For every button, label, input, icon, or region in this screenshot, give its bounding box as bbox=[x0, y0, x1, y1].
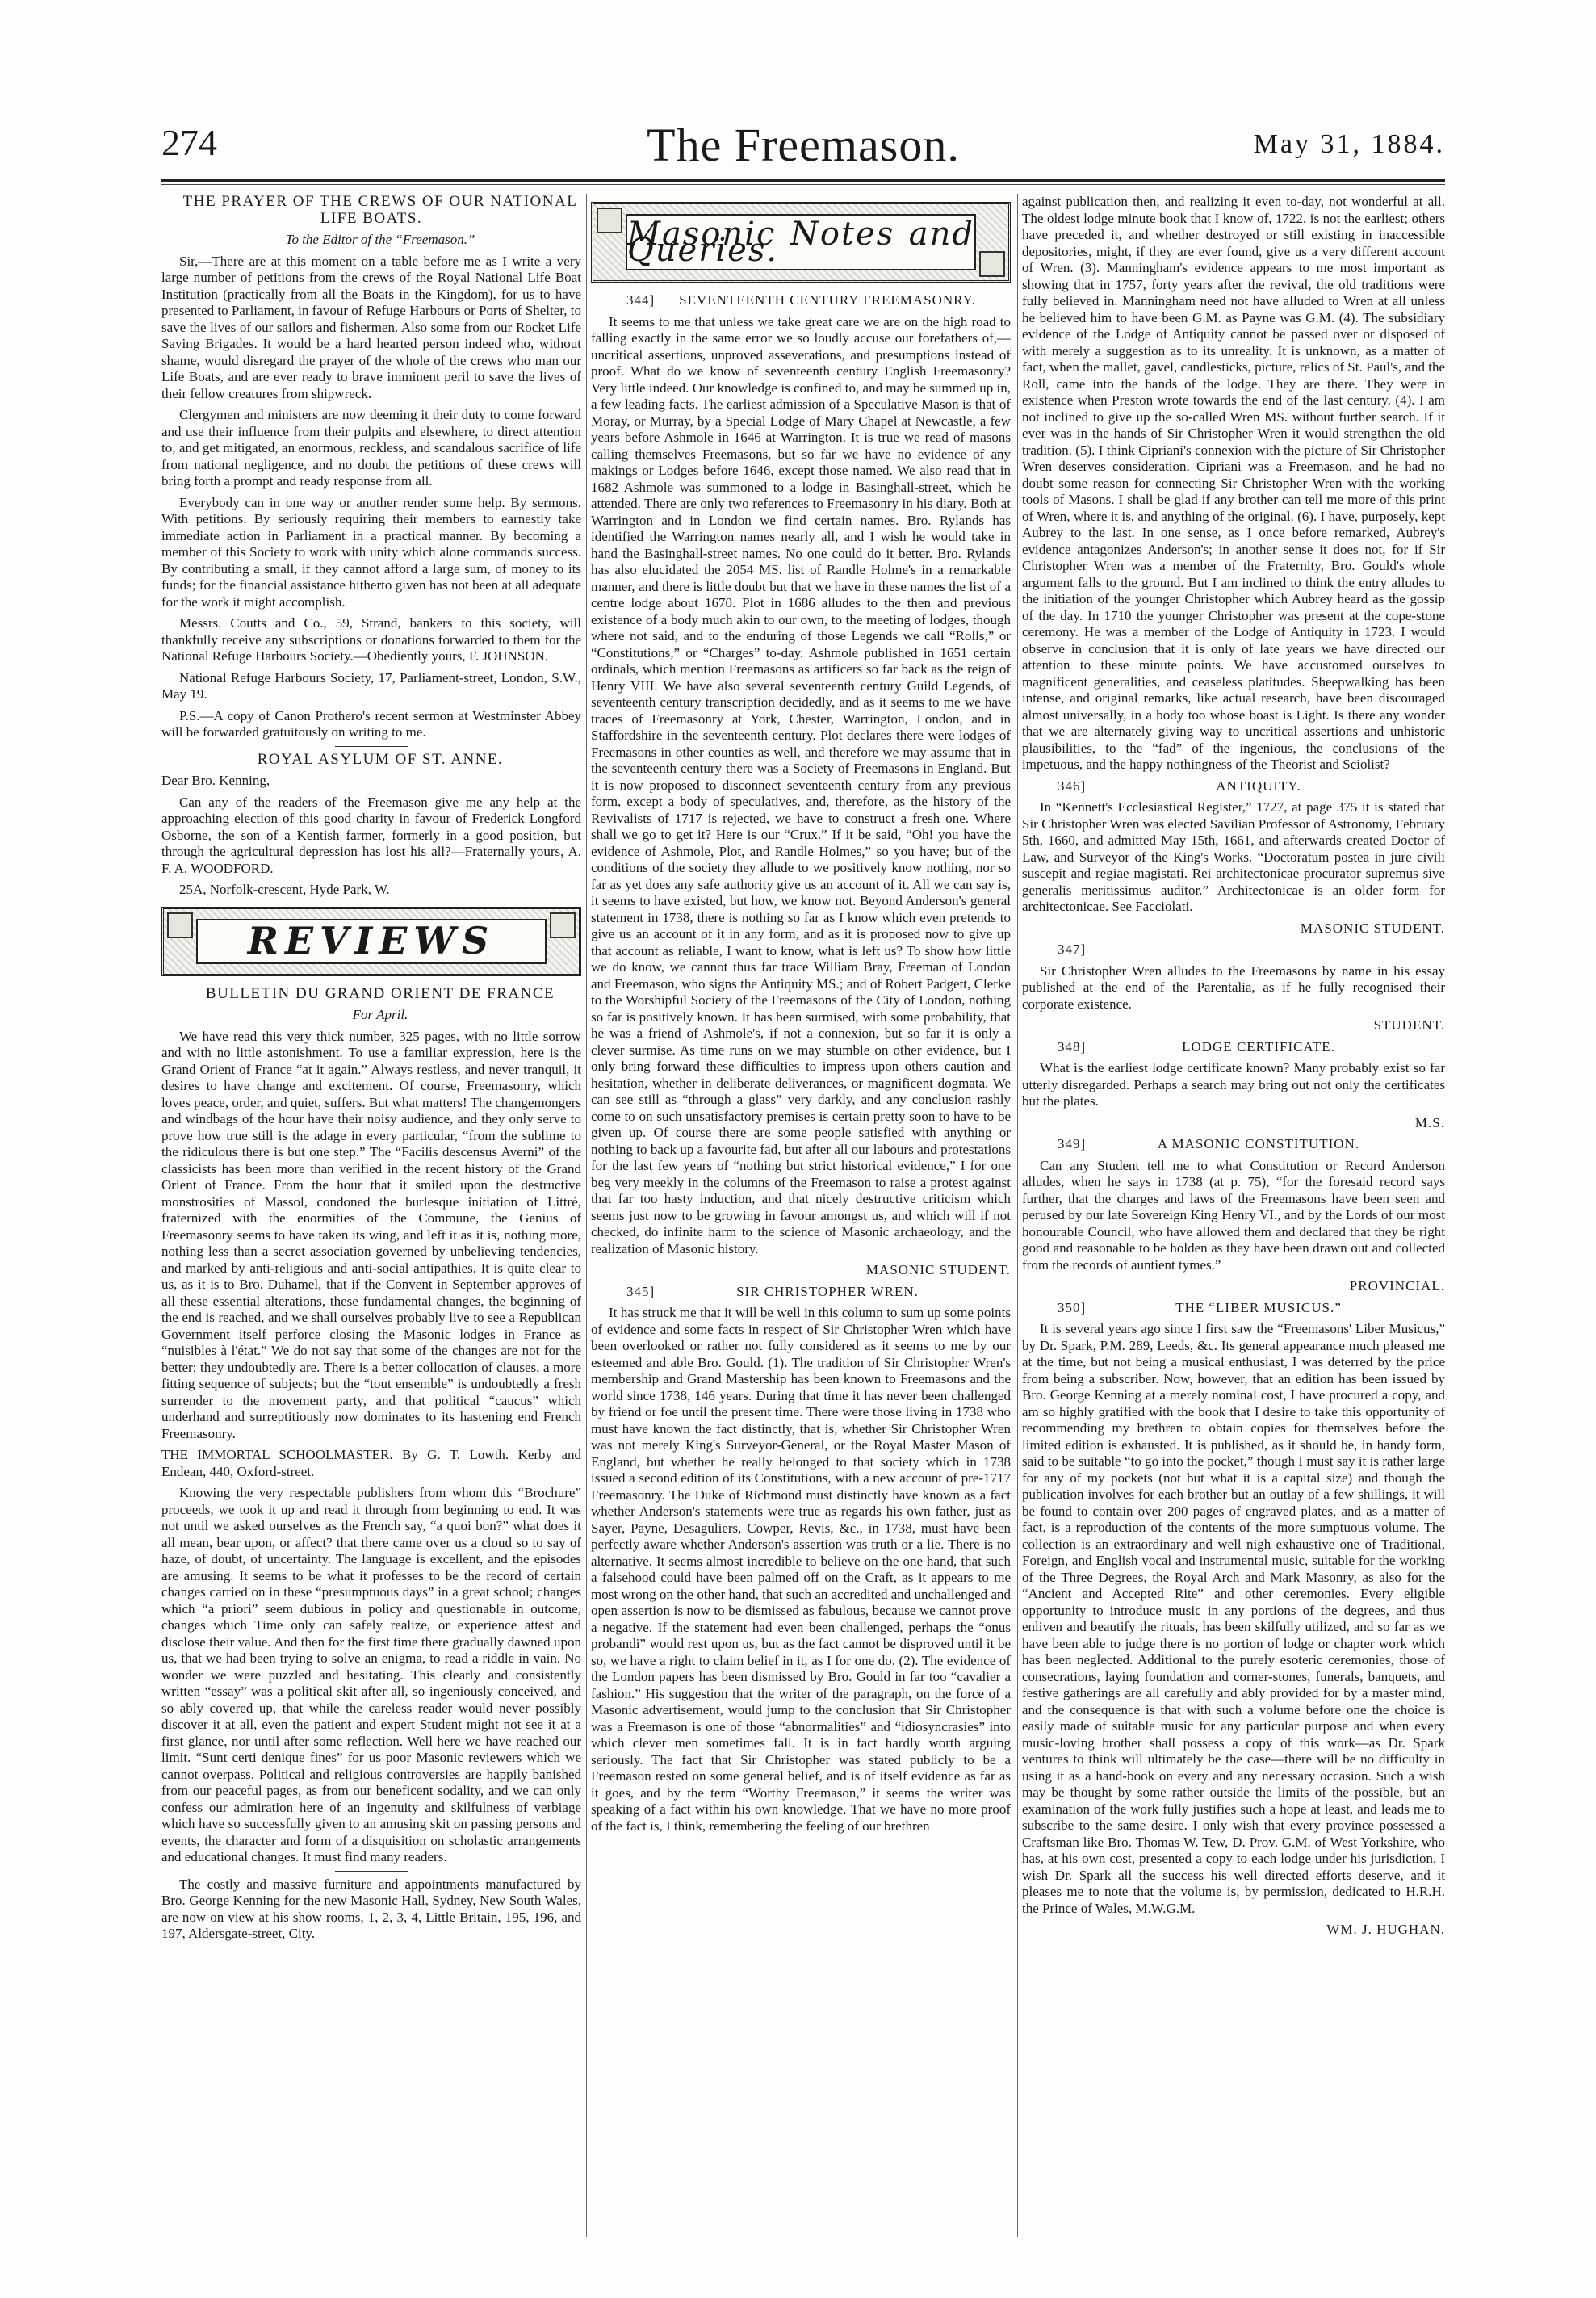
query-number: 350] bbox=[1058, 1299, 1087, 1315]
banner-title: Masonic Notes and Queries. bbox=[627, 215, 974, 269]
issue-date: May 31, 1884. bbox=[1253, 129, 1445, 159]
column-divider bbox=[586, 194, 587, 2237]
column-left bbox=[161, 194, 581, 2237]
query-title: LODGE CERTIFICATE. bbox=[1182, 1038, 1335, 1055]
column-right bbox=[1022, 194, 1445, 2237]
paragraph: against publication then, and realizing it even to-day, not wonderful at all. The oldest lodge minute book that I know of, 1722, is not the earliest; others have preceded it, and whether destroyed or still existing in inaccessible depositories, might, if they are ever found, give us a very different account of Wren. (3). Manningham's evidence appears to me most important as showing that in 1757, forty years after the revival, the old traditions were fully believed in. Manningham need not have alluded to Wren at all unless he believed him to have been G.M. as Payne was G.M. (4). The subsidiary evidence of the Lodge of Antiquity cannot be passed over or disposed of with merely a suggestion as to its unreality. It is unknown, as a matter of fact, when the mallet, gavel, candlesticks, picture, relics of St. Paul's, and the Roll, came into the hands of the lodge. They are there. They were in existence when Preston wrote towards the end of the last century. (4). I am not inclined to give up the so-called Wren MS. without further search. If it ever was in the hands of Sir Christopher Wren it would strengthen the old tradition. (5). I think Cipriani's connexion with the picture of Sir Christopher Wren deserves consideration. Cipriani was a Freemason, and he had no doubt some reason for connecting Sir Christopher Wren with the working tools of Masons. I shall be glad if any brother can tell me more of this print of Wren, where it is, and anything of the original. (6). I have, purposely, kept Aubrey to the last. In one sense, as I once before remarked, Aubrey's evidence antagonizes Anderson's; in another sense it does not, for if Sir Christopher Wren was a member of the Fraternity, Bro. Gould's whole argument falls to the ground. But I am inclined to think the entry alludes to the initiation of the younger Christopher which Aubrey heard as the gossip of the day. In 1710 the younger Christopher was present at the cope-stone ceremony. He was a member of the Lodge of Antiquity in 1723. I would observe in conclusion that it is only of late years we have directed our attention to these minute points. We have accustomed ourselves to magnificent generalities, and ceaseless platitudes. Sheepwalking has been intense, and original remarks, like actual research, have been discouraged almost universally, in a body too whose boast is Light. Is there any wonder that we are alternately giving way to uncritical assertions and unhistoric plausibilities, to the “fad” of the ingenious, the conclusions of the impetuous, and the happy nothingness of the Theorist and Sciolist? bbox=[1022, 194, 1445, 772]
section-rule bbox=[335, 746, 408, 747]
query-number: 349] bbox=[1058, 1136, 1087, 1151]
query-title: THE “LIBER MUSICUS.” bbox=[1175, 1299, 1342, 1315]
article-title: THE PRAYER OF THE CREWS OF OUR NATIONAL LIFE BOATS. bbox=[182, 194, 578, 227]
paragraph: P.S.—A copy of Canon Prothero's recent sermon at Westminster Abbey will be forwarded gratuitously on writing to me. bbox=[161, 707, 581, 740]
query-number: 346] bbox=[1058, 778, 1087, 794]
query-number: 345] bbox=[626, 1283, 656, 1299]
query-number: 344] bbox=[626, 292, 656, 308]
paragraph: Clergymen and ministers are now deeming it their duty to come forward and use their influence from their pulpits and elsewhere, to direct attention to, and get mitigated, an enormous, reckless, and scandalous sacrifice of life from national negligence, and no doubt the petitions of these crews will bring forth a prompt and ready response from all. bbox=[161, 407, 581, 489]
ornament-icon bbox=[597, 208, 622, 233]
query-heading bbox=[591, 292, 1011, 309]
paragraph: Knowing the very respectable publishers from whom this “Brochure” proceeds, we took it up and read it through from beginning to end. It was not until we asked ourselves as the French say, “a quoi bon?” what does it all mean, bear upon, or affect? that there came over us a cloud so to say of haze, of doubt, of uncertainty. The language is excellent, and the episodes are amusing. It seems to be what it professes to be the record of certain changes carried on in these “presumptuous days” in a great school; changes which “a priori” seem dubious in policy and questionable in outcome, changes which Time only can safely realize, or experience attest and disclose their value. And then for the first time there gradually dawned upon us, that we had been trying to solve an enigma, to read a riddle in vain. No wonder we were puzzled and hesitating. This clearly and consistently written “essay” was a political skit after all, so ingeniously conceived, and so ably covered up, that while the careless reader would never possibly discover it at all, even the patient and expert Student might not see it at a first glance, nor until after some reflection. Well here we have reached our limit. “Sunt certi denique fines” for us poor Masonic reviewers which we cannot overpass. Political and religious controversies are happily banished from our peaceful pages, as from our beneficent sodality, and we can only confess our admiration here of an ingenuity and skilfulness of verbiage which have so successfully given to an amusing skit on passing persons and events, the character and form of a disquisition on scholastic arrangements and educational changes. It must find many readers. bbox=[161, 1485, 581, 1864]
address: National Refuge Harbours Society, 17, Parliament-street, London, S.W., May 19. bbox=[161, 669, 581, 702]
ornament-icon bbox=[979, 251, 1005, 277]
ornament-icon bbox=[550, 912, 576, 938]
banner-title: REVIEWS bbox=[247, 919, 496, 963]
salutation: Dear Bro. Kenning, bbox=[161, 773, 270, 788]
article-title: ROYAL ASYLUM OF ST. ANNE. bbox=[257, 750, 504, 768]
reviews-banner bbox=[161, 907, 581, 976]
review-title: BULLETIN DU GRAND ORIENT DE FRANCE bbox=[205, 984, 555, 1002]
signature: M.S. bbox=[1414, 1114, 1445, 1130]
column-divider bbox=[1017, 194, 1018, 2237]
review-title: THE IMMORTAL SCHOOLMASTER. By G. T. Lowth. Kerby and Endean, 440, Oxford-street. bbox=[161, 1447, 581, 1479]
paragraph: It is several years ago since I first saw the “Freemasons' Liber Musicus,” by Dr. Spark, P.M. 289, Leeds, &c. Its general appearance much pleased me at the time, but not being a musical enthusiast, I was deterred by the price from being a subscriber. Now, however, that an edition has been issued by Bro. George Kenning at a merely nominal cost, I have procured a copy, and am so highly gratified with the book that I desire to take this opportunity of recommending my brethren to obtain copies for themselves before the limited edition is exhausted. It is published, as it should be, in handy form, said to be suitable “to go into the pocket,” though I must say it is rather large for any of my pockets (not but what it is a capital size) and though the publication involves for each brother but an outlay of a few shillings, it will be found to contain over 200 pages of engraved plates, and as a matter of fact, is a reproduction of the contents of the more sumptuous volume. The collection is an extraordinary and well nigh exhaustive one of Traditional, Foreign, and English vocal and instrumental music, suitable for the working of the Three Degrees, the Royal Arch and Mark Masonry, as also for the “Ancient and Accepted Rite” and other ceremonies. Every eligible opportunity to introduce music in any portions of the degrees, and thus enliven and beautify the rituals, has been skilfully utilized, and so far as we have been able to judge there is no portion of lodge or chapter work which has been neglected. Additional to the purely esoteric ceremonies, those of consecrations, laying foundation and corner-stones, funerals, banquets, and festive gatherings are all carefully and ably provided for by a master mind, and the consequence is that with such a volume before one the choice is easily made of suitable music for any particular purpose and when every music-loving brother shall possess a copy of this work—as Dr. Spark ventures to think will ultimately be the case—there will be no difficulty in using it as a hand-book on every and any necessary occasion. Such a wish may be thought by some rather outside the limits of the possible, but an examination of the work fully justifies such a hope at least, and leads me to subscribe to the same desire. I only wish that every province possessed a Craftsman like Bro. Thomas W. Tew, D. Prov. G.M. of West Yorkshire, who has, at his own cost, presented a copy to each lodge under his jurisdiction. I wish Dr. Spark all the success his well directed efforts deserve, and it pleases me to note that the volume is, by permission, dedicated to H.R.H. the Prince of Wales, M.W.G.M. bbox=[1022, 1321, 1445, 1916]
notes-queries-banner bbox=[591, 202, 1011, 283]
paragraph: In “Kennett's Ecclesiastical Register,” 1727, at page 375 it is stated that Sir Christopher Wren was elected Savilian Professor of Astronomy, February 5th, 1660, and admitted May 15th, 1661, and afterwards created Doctor of Law, and Surveyor of the King's Works. “Doctoratum postea in jure civili suscepit and regiae magistati. Rei architectonicae procurator supremus sive generalis meritissimus auditor.” Architectonicae is an older form for architectonicae. See Facciolati. bbox=[1022, 799, 1445, 914]
paragraph: It has struck me that it will be well in this column to sum up some points of evidence and some facts in respect of Sir Christopher Wren which have been overlooked or rather not fully considered as it seems to me by our esteemed and able Bro. Gould. (1). The tradition of Sir Christopher Wren's membership and Grand Mastership has been known to Freemasons and the world since 1738, 146 years. During that time it has never been challenged by friend or foe until the present time. There were those living in 1738 who must have known the fact distinctly, that is, whether Sir Christopher Wren was not merely King's Surveyor-General, or the Royal Master Mason of England, but whether he really belonged to that society which in 1738 issued a second edition of its Constitutions, with a new account of pre-1717 Freemasonry. The Duke of Richmond must distinctly have known as a fact whether Anderson's statements were true as regards his own father, just as Sayer, Payne, Desaguliers, Cowper, Revis, &c., in 1738, must have been perfectly aware whether Anderson's assertion was truth or a lie. There is no alternative. It seems almost incredible to believe on the one hand, that such a falsehood could have been palmed off on the Craft, as it appears to me most wrong on the other hand, that such an accredited and unchallenged and open assertion is now to be dismissed as fabulous, because we cannot prove a negative. If the statement had even been challenged, perhaps the “onus probandi” would rest upon us, but as the fact cannot be disproved until it be so, we have a right to claim belief in it, as I for one do. (2). The evidence of the London papers has been dismissed by Bro. Gould in far too “cavalier a fashion.” His suggestion that the writer of the paragraph, on the force of a Masonic advertisement, would jump to the conclusion that Sir Christopher was a Freemason is one of those “abnormalities” and “idiosyncrasies” into which clever men sometimes fall. It is in fact hardly worth arguing seriously. The fact that Sir Christopher was stated publicly to be a Freemason rested on some general belief, and is of itself evidence as far as it goes, and by the term “Worthy Freemason,” it seems the writer was speaking of a fact within his own knowledge. That we have no more proof of the fact is, I think, remembering the feeling of our brethren bbox=[591, 1305, 1011, 1834]
query-heading bbox=[1022, 1136, 1445, 1153]
query-title: SEVENTEENTH CENTURY FREEMASONRY. bbox=[679, 292, 976, 308]
masthead bbox=[161, 121, 1445, 173]
masthead-rule bbox=[161, 179, 1445, 182]
query-title: A MASONIC CONSTITUTION. bbox=[1157, 1136, 1360, 1151]
paper-title: The Freemason. bbox=[647, 119, 960, 171]
page-number: 274 bbox=[161, 122, 217, 163]
query-title: ANTIQUITY. bbox=[1216, 778, 1301, 794]
signature: STUDENT. bbox=[1373, 1017, 1445, 1033]
query-number: 347] bbox=[1058, 941, 1087, 957]
signature: PROVINCIAL. bbox=[1349, 1278, 1445, 1294]
ornament-icon bbox=[167, 912, 193, 938]
query-heading bbox=[1022, 1039, 1445, 1056]
query-title: SIR CHRISTOPHER WREN. bbox=[736, 1283, 919, 1299]
address: 25A, Norfolk-crescent, Hyde Park, W. bbox=[179, 882, 390, 897]
signature: WM. J. HUGHAN. bbox=[1326, 1922, 1445, 1937]
banner-inner bbox=[626, 214, 976, 270]
paragraph: We have read this very thick number, 325 pages, with no little sorrow and with no little astonishment. To use a familiar expression, here is the Grand Orient of France “at it again.” Always restless, and never tranquil, it desires to have change and excitement. Of course, Freemasonry, which loves peace, order, and quiet, suffers. But what matters! The changemongers and windbags of the hour have their noisy audience, and they only serve to prove how true still is the adage in every particular, “from the sublime to the ridiculous there is but one step.” The “Facilis descensus Averni” of the classicists has been more than verified in the recent history of the Grand Orient of France. From the hour that it smiled upon the destructive monstrosities of Massol, condoned the burlesque initiation of Littré, fraternized with the enormities of the Commune, the Genius of Freemasonry seems to have taken its wing, and left it as it is, nothing more, nothing less than a secret association governed by unbelieving tendencies, and marked by anti-religious and anti-social antipathies. It is quite clear to us, as it is to Bro. Duhamel, that if the Convent in September approves of all these essential alterations, these fundamental changes, the beginning of the end is reached, and we shall ourselves probably live to see a Republican Government itself perforce closing the Masonic lodges in France as “nuisibles à l'état.” We do not say that some of the changes are not for the better; they undoubtedly are. There is a better collocation of clauses, a more fitting sequence of subjects; but the “tout ensemble” is undoubtedly a fresh surrender to the movement party, and that political “caucus” which underhand and surreptitiously now dominates to its hastening end French Freemasonry. bbox=[161, 1028, 581, 1441]
article-subtitle: To the Editor of the “Freemason.” bbox=[285, 232, 475, 247]
paragraph: The costly and massive furniture and appointments manufactured by Bro. George Kenning for the new Masonic Hall, Sydney, New South Wales, are now on view at his show rooms, 1, 2, 3, 4, Little Britain, 195, 196, and 197, Aldersgate-street, City. bbox=[161, 1876, 581, 1941]
section-rule bbox=[335, 1871, 408, 1872]
query-number: 348] bbox=[1058, 1038, 1087, 1055]
paragraph: Messrs. Coutts and Co., 59, Strand, bankers to this society, will thankfully receive any subscriptions or donations forwarded to them for the National Refuge Harbours Society.—Obediently yours, F. JOHNSON. bbox=[161, 615, 581, 664]
review-subtitle: For April. bbox=[352, 1007, 408, 1022]
query-heading bbox=[591, 1284, 1011, 1301]
banner-inner bbox=[196, 919, 547, 964]
query-heading bbox=[1022, 941, 1445, 958]
signature: MASONIC STUDENT. bbox=[1300, 920, 1445, 936]
paragraph: Sir,—There are at this moment on a table before me as I write a very large number of petitions from the crews of the Royal National Life Boat Institution (practically from all the Boats in the Kingdom), for us to have presented to Parliament, in favour of Refuge Harbours or Ports of Shelter, to save the lives of our sailors and fishermen. Also some from our Rocket Life Saving Brigades. It would be a hard hearted person indeed who, without shame, would disregard the prayer of the whole of the crews who man our Life Boats, and are ever ready to brave imminent peril to save the lives of their fellow creatures from shipwreck. bbox=[161, 253, 581, 401]
paragraph: It seems to me that unless we take great care we are on the high road to falling exactly in the same error we so loudly accuse our forefathers of,—uncritical assertions, unproved asseverations, and presumptions instead of proof. What do we know of seventeenth century English Freemasonry? Very little indeed. Our knowledge is confined to, and may be summed up in, a few leading facts. The earliest admission of a Speculative Mason is that of Moray, or Murray, by a Special Lodge of Mary Chapel at Newcastle, a few years before Ashmole in 1646 at Warrington. It is true we read of masons calling themselves Freemasons, but so far we have no evidence of any makings or Lodges before 1646, except those named. We also read that in 1682 Ashmole was summoned to a lodge in Basinghall-street, which he attended. There are only two references to Freemasonry in his diary. Both at Warrington and in London we find certain names. Bro. Rylands has identified the Warrington names nearly all, and I wish he would take in hand the Basinghall-street names. No one could do it better. Bro. Rylands has also elucidated the 2054 MS. list of Randle Holme's in a remarkable manner, and there is little doubt but that we have in these names the list of a centre lodge about 1670. Plot in 1686 alludes to the then and previous existence of a body much akin to our own, to the meeting of lodges, though where not said, and to the enduring of those Legends we call “Rolls,” or “Constitutions,” or “Charges” to-day. Ashmole published in 1651 certain ordinals, which mention Freemasons as artificers so far back as the reign of Henry VIII. We have also several seventeenth century Guild Legends, of seventeenth century transcription decidedly, and as it seems to me we have traces of Freemasonry at York, Chester, Warrington, London, and in Staffordshire in the seventeenth century. Plot declares there were lodges of Freemasons in other counties as well, and therefore we may assume that in the seventeenth century there was a Society of Freemasons in England. But it is now proposed to disconnect seventeenth century from any previous form, except a body of speculatives, and, therefore, as the history of the Revivalists of 1717 is rejected, we have to construct a fresh one. Where shall we go to get it? Here is our “Crux.” If it be said, “Oh! you have the evidence of Ashmole, Plot, and Randle Holmes,” so you have; but of the conditions of the society they allude to we positively know nothing, nor so far as yet does any safe authority give us an account of it. All we can say is, it seems to have existed, but how, we know not. Beyond Anderson's general statement in 1738, there is nothing so far as I know which even pretends to give us an account of it in any form, and as it is proposed now to give up that account as reliable, I want to know, what is left us? To show how little we do know, we cannot thus far trace William Bray, Freeman of London and Freemason, who signs the Antiquity MS.; and of Robert Padgett, Clerke to the Worshipful Society of the Freemasons of the City of London, nothing so far is positively known. It has been surmised, with some probability, that he was a friend of Ashmole's, if not a connexion, but so far it is only a clever surmise. As time runs on we may stumble on other evidence, but I only bring forward these difficulties to impress upon others caution and hesitation, whether in deliberate deliverances, or magnificent dogmata. We can see still as “through a glass” very darkly, and any conclusion rashly come to on such unsatisfactory premises is certain pretty soon to have to be given up. Of course there are some people satisfied with anything or nothing to back up a favourite fad, but after all our labours and protestations for the last few years of “nothing but strict historical evidence,” I for one beg very meekly in the columns of the Freemason to raise a protest against that far too hasty induction, and that nicely destructive criticism which seems just now to be growing in favour amongst us, and which will if not checked, do infinite harm to the science of Masonic archaeology, and the realization of Masonic history. bbox=[591, 313, 1011, 1256]
paragraph: Can any Student tell me to what Constitution or Record Anderson alludes, when he says in 1738 (at p. 75), “for the foresaid record says further, that the charges and laws of the Freemasons have been seen and perused by our late Sovereign King Henry VI., and by the Lords of our most honourable Council, who have allowed them and declared that they be right good and reasonable to be holden as they have been drawn out and collected from the records of auntient tymes.” bbox=[1022, 1157, 1445, 1273]
query-heading bbox=[1022, 778, 1445, 795]
query-heading bbox=[1022, 1300, 1445, 1317]
paragraph: Can any of the readers of the Freemason give me any help at the approaching election of this good charity in favour of Frederick Longford Osborne, the son of a Kentish farmer, formerly in a good position, but through the agricultural depression has lost his all?—Fraternally yours, A. F. A. WOODFORD. bbox=[161, 794, 581, 876]
paragraph: Sir Christopher Wren alludes to the Freemasons by name in his essay published at the end of the Parentalia, as if he fully recognised their corporate existence. bbox=[1022, 962, 1445, 1012]
masthead-rule-thin bbox=[161, 184, 1445, 185]
paragraph: Everybody can in one way or another render some help. By sermons. With petitions. By seriously requiring their members to earnestly take immediate action in Parliament in a practical manner. By becoming a member of this Society to work with unity which alone commands success. By contributing a small, if they cannot afford a large sum, of money to its funds; for the financial assistance hitherto given has not been at all adequate for the work it might accomplish. bbox=[161, 494, 581, 610]
column-middle bbox=[591, 194, 1011, 2237]
paragraph: What is the earliest lodge certificate known? Many probably exist so far utterly disregarded. Perhaps a search may bring out not only the certificates but the plates. bbox=[1022, 1060, 1445, 1109]
signature: MASONIC STUDENT. bbox=[865, 1262, 1011, 1277]
